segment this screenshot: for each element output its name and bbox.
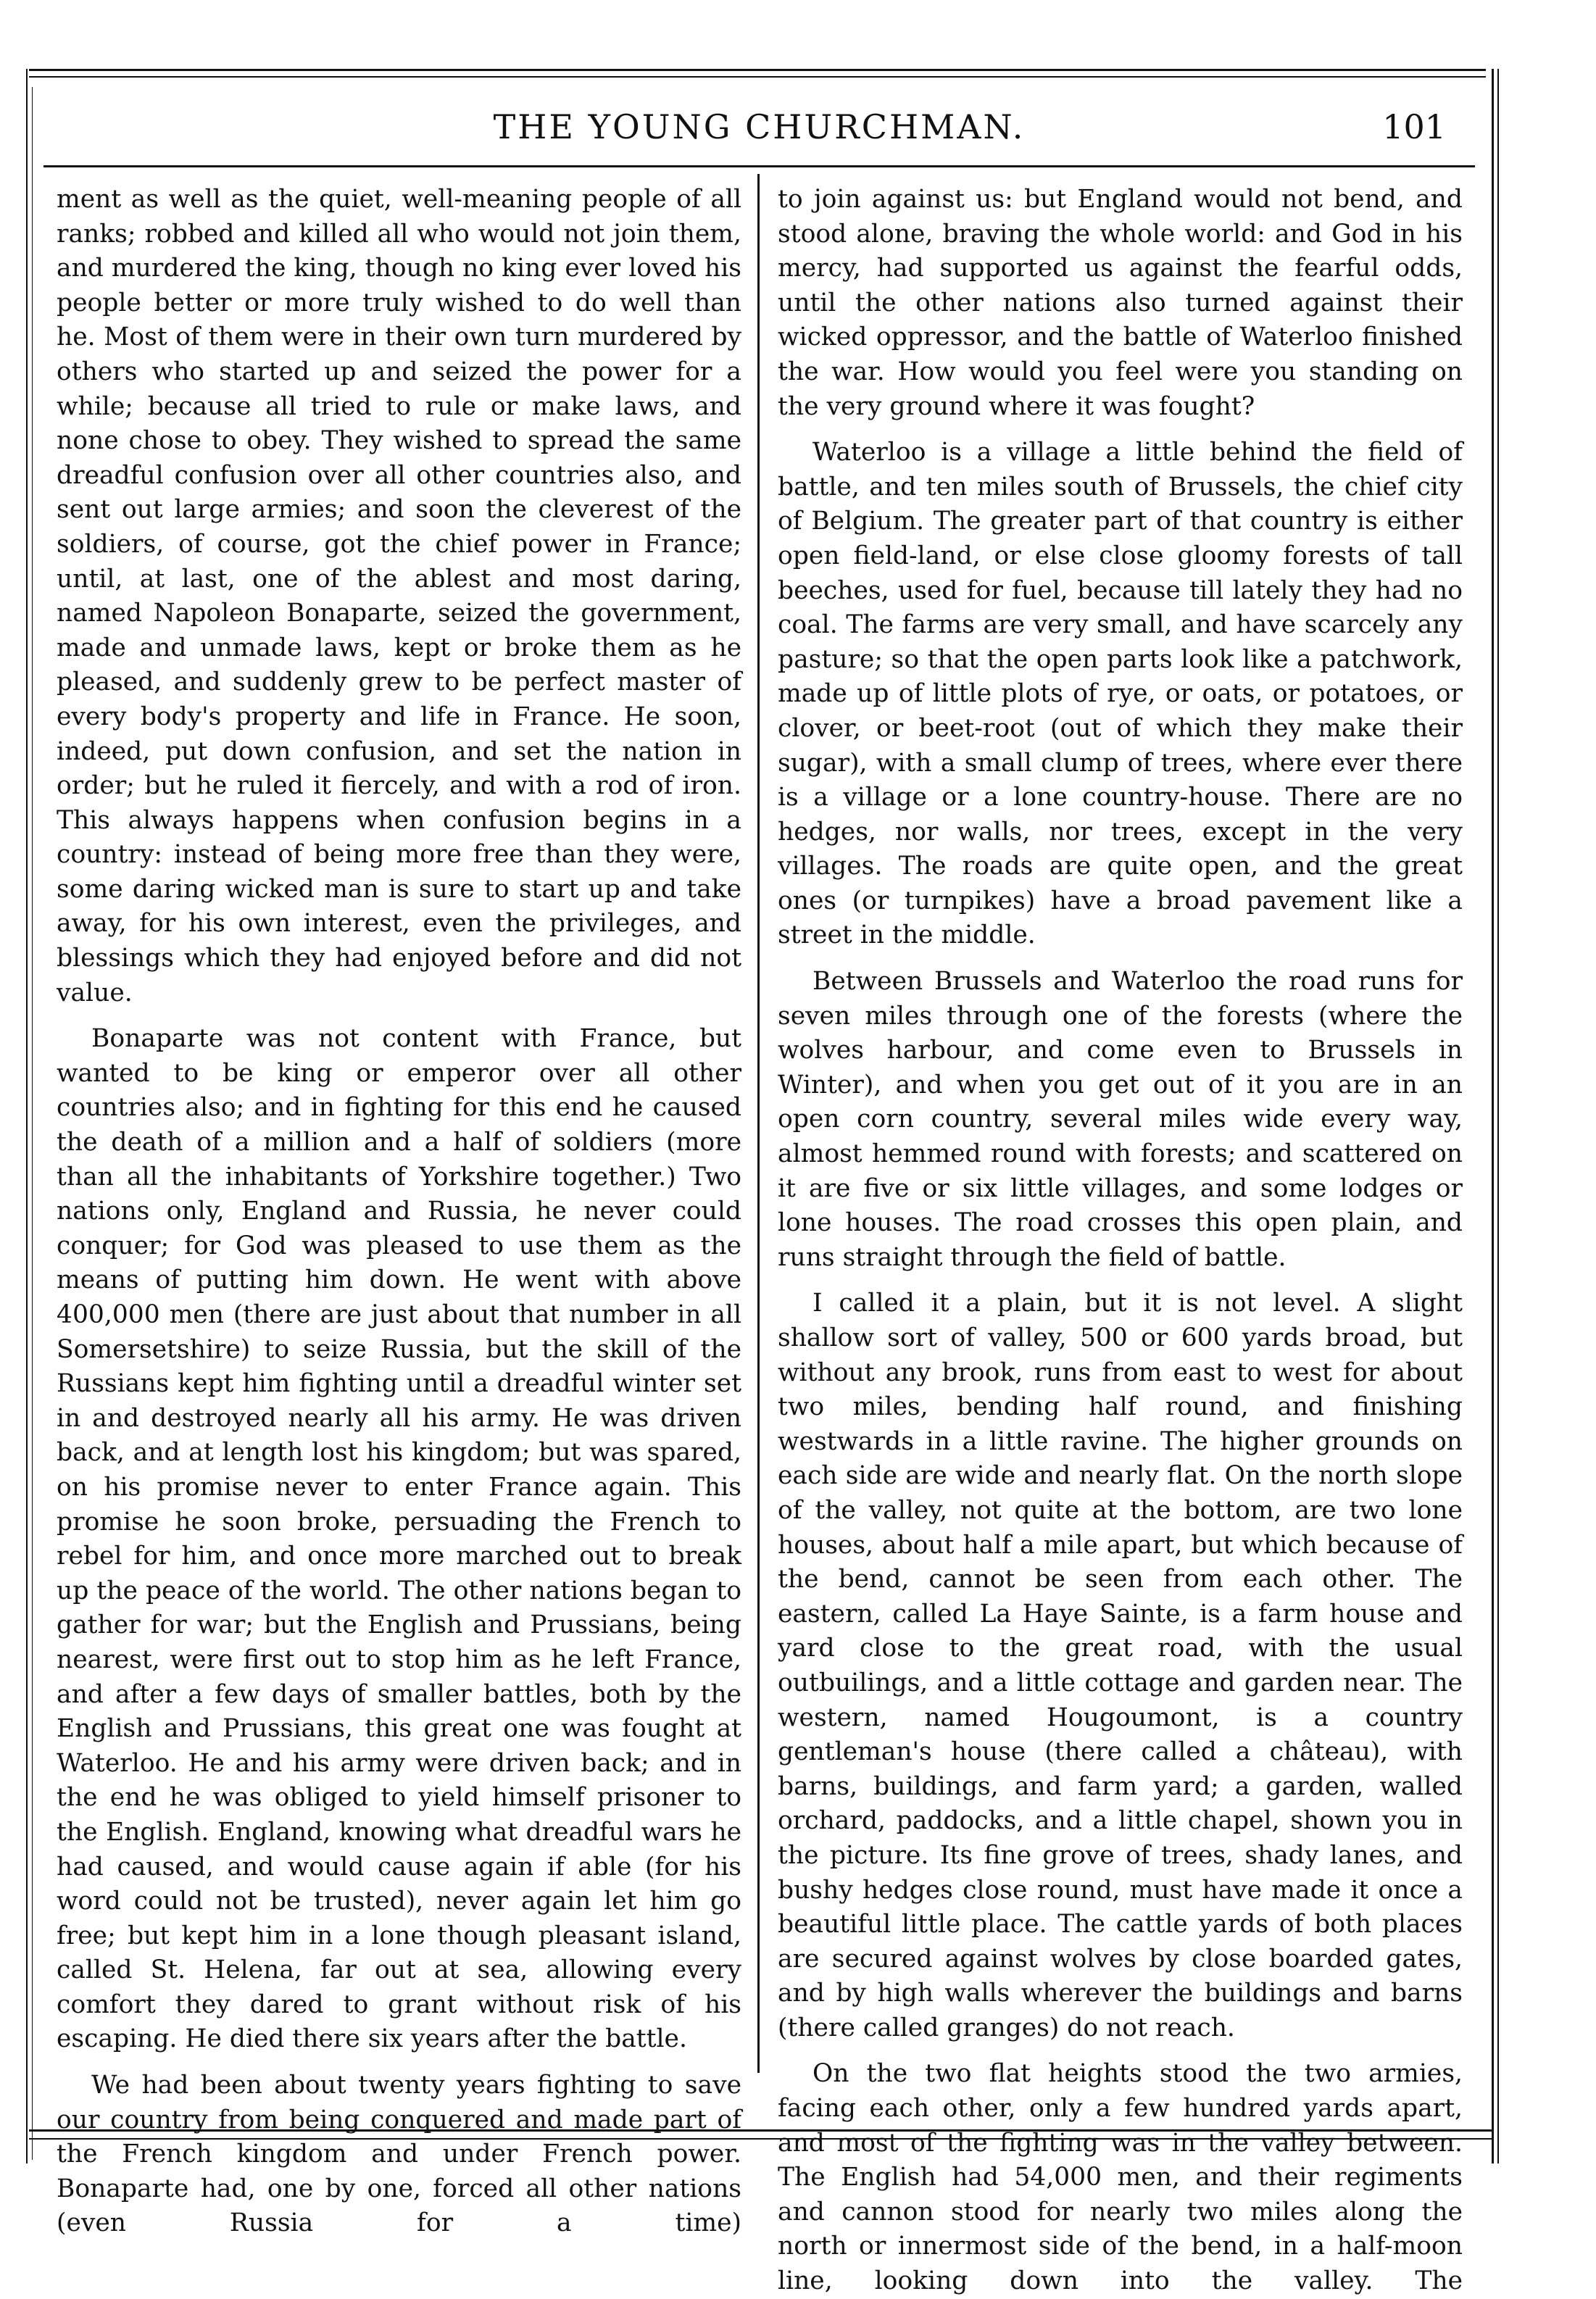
page-title: THE YOUNG CHURCHMAN. <box>493 107 1026 146</box>
top-border-rule-inner <box>29 76 1486 78</box>
right-border-rule-inner <box>1497 69 1499 2163</box>
right-paragraph-3: Between Brussels and Waterloo the road runs for seven miles through one of the forests (where the wolves harbour, and come even to Brussels in Winter), and when you get out of it you are in an open corn country, several miles wide every way, almost hemmed round with forests; and scattered on it are five or six little villages, and some lodges or lone houses. The road crosses this open plain, and runs straight through the field of battle. <box>778 967 1463 1272</box>
right-paragraph-2: Waterloo is a village a little behind the field of battle, and ten miles south of Brussels, the chief city of Belgium. The greater part of that country is either open field-land, or else close gloomy forests of tall beeches, used for fuel, because till lately they had no coal. The farms are very small, and have scarcely any pasture; so that the open parts look like a patchwork, made up of little plots of rye, or oats, or potatoes, or clover, or beet-root (out of which they make their sugar), with a small clump of trees, where ever there is a village or a lone country-house. There are no hedges, nor walls, nor trees, except in the very villages. The roads are quite open, and the great ones (or turnpikes) have a broad pavement like a street in the middle. <box>778 438 1463 950</box>
right-paragraph-1: to join against us: but England would not bend, and stood alone, braving the whole world: and God in his mercy, had supported us against the fearful odds, until the other nations also turned against their wicked oppressor, and the battle of Waterloo finished the war. How would you feel were you standing on the very ground where it was fought? <box>778 185 1463 421</box>
left-border-rule <box>26 69 28 2163</box>
top-border-rule <box>29 69 1486 71</box>
right-paragraph-4: I called it a plain, but it is not level. A slight shallow sort of valley, 500 or 600 yards broad, but without any brook, runs from east to west for about two miles, bending half round, and finishing westwards in a little ravine. The higher grounds on each side are wide and nearly flat. On the north slope of the valley, not quite at the bottom, are two lone houses, about half a mile apart, but which because of the bend, cannot be seen from each other. The eastern, called La Haye Sainte, is a farm house and yard close to the great road, with the usual outbuilings, and a little cottage and garden near. The western, named Hougoumont, is a country gentleman's house (there called a château), with barns, buildings, and farm yard; a garden, walled orchard, paddocks, and a little chapel, shown you in the picture. Its fine grove of trees, shady lanes, and bushy hedges close round, must have made it once a beautiful little place. The cattle yards of both places are secured against wolves by close boarded gates, and by high walls wherever the buildings and barns (there called granges) do not reach. <box>778 1289 1463 2042</box>
left-paragraph-3: We had been about twenty years fighting to save our country from being conquered and made part of the French kingdom and under French power. Bonaparte had, one by one, forced all other nations (even Russia for a time) <box>57 2071 741 2238</box>
left-paragraph-1: ment as well as the quiet, well-meaning people of all ranks; robbed and killed all who would not join them, and murdered the king, though no king ever loved his people better or more truly wished to do well than he. Most of them were in their own turn murdered by others who started up and seized the power for a while; because all tried to rule or make laws, and none chose to obey. They wished to spread the same dreadful confusion over all other countries also, and sent out large armies; and soon the cleverest of the soldiers, of course, got the chief power in France; until, at last, one of the ablest and most daring, named Napoleon Bonaparte, seized the government, made and unmade laws, kept or broke them as he pleased, and suddenly grew to be perfect master of every body's property and life in France. He soon, indeed, put down confusion, and set the nation in order; but he ruled it fiercely, and with a rod of iron. This always happens when confusion begins in a country: instead of being more free than they were, some daring wicked man is sure to start up and take away, for his own interest, even the privileges, and blessings which they had enjoyed before and did not value. <box>57 185 741 1007</box>
right-column <box>778 183 1463 2299</box>
left-paragraph-2: Bonaparte was not content with France, but wanted to be king or emperor over all other countries also; and in fighting for this end he caused the death of a million and a half of soldiers (more than all the inhabitants of Yorkshire together.) Two nations only, England and Russia, he never could conquer; for God was pleased to use them as the means of putting him down. He went with above 400,000 men (there are just about that number in all Somersetshire) to seize Russia, but the skill of the Russians kept him fighting until a dreadful winter set in and destroyed nearly all his army. He was driven back, and at length lost his kingdom; but was spared, on his promise never to enter France again. This promise he soon broke, persuading the French to rebel for him, and once more marched out to break up the peace of the world. The other nations began to gather for war; but the English and Prussians, being nearest, were first out to stop him as he left France, and after a few days of smaller battles, both by the English and Prussians, this great one was fought at Waterloo. He and his army were driven back; and in the end he was obliged to yield himself prisoner to the English. England, knowing what dreadful wars he had caused, and would cause again if able (for his word could not be trusted), never again let him go free; but kept him in a lone though pleasant island, called St. Helena, far out at sea, allowing every comfort they dared to grant without risk of his escaping. He died there six years after the battle. <box>57 1024 741 2054</box>
page-header <box>43 101 1475 152</box>
header-rule <box>43 165 1475 167</box>
right-border-rule <box>1492 69 1494 2163</box>
page-number: 101 <box>1382 107 1446 146</box>
right-paragraph-5: On the two flat heights stood the two armies, facing each other, only a few hundred yards apart, and most of the fighting was in the valley between. The English had 54,000 men, and their regiments and cannon stood for nearly two miles along the north or innermost side of the bend, in a half-moon line, looking down into the valley. The <box>778 2059 1463 2296</box>
column-divider <box>757 174 760 2073</box>
left-border-rule-inner <box>32 87 33 2160</box>
left-column <box>57 183 741 2241</box>
